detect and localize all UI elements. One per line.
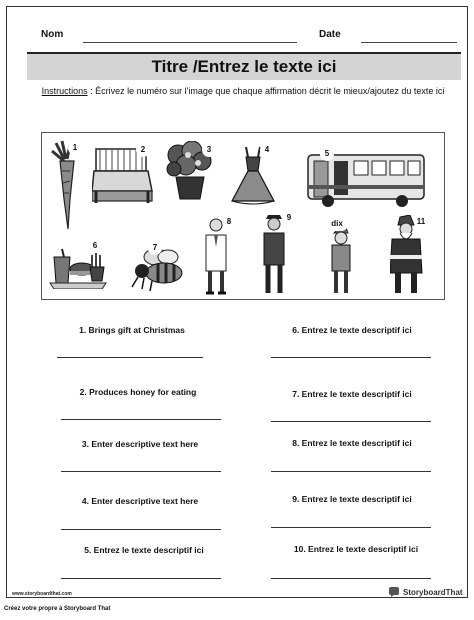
picture-number: 11: [414, 215, 428, 229]
instructions: [31, 86, 455, 97]
doctor-icon: [204, 217, 228, 297]
date-line[interactable]: [361, 42, 457, 43]
name-label: Nom: [41, 29, 64, 40]
statement-right: 9. Entrez le texte descriptif ici: [292, 494, 412, 504]
statement-left: 4. Enter descriptive text here: [81, 496, 199, 506]
picture-number: dix: [326, 217, 348, 231]
page-title: Titre /Entrez le texte ici: [151, 57, 337, 76]
picture-number: 3: [202, 143, 216, 157]
picture-box: [41, 132, 445, 300]
answer-line[interactable]: [271, 527, 431, 528]
credit-text[interactable]: Créez votre propre à Storyboard That: [4, 606, 111, 612]
picture-number: 5: [320, 147, 334, 161]
worksheet: [6, 6, 468, 598]
statement-left: 5. Entrez le texte descriptif ici: [84, 545, 204, 555]
statement-right: 6. Entrez le texte descriptif ici: [292, 325, 412, 335]
picture-number: 1: [68, 141, 82, 155]
answer-line[interactable]: [61, 419, 221, 420]
answer-line[interactable]: [271, 357, 431, 358]
answer-line[interactable]: [271, 421, 431, 422]
police-officer-icon: [262, 213, 286, 297]
picture-number: 8: [222, 215, 236, 229]
elf-icon: [330, 223, 352, 297]
title-band: [27, 52, 461, 80]
storyboard-logo-icon: [388, 586, 400, 598]
picture-number: 6: [88, 239, 102, 253]
fast-food-icon: [48, 247, 108, 289]
footer-url[interactable]: www.storyboardthat.com: [12, 591, 72, 597]
statement-right: 8. Entrez le texte descriptif ici: [292, 438, 412, 448]
statement-right: 7. Entrez le texte descriptif ici: [292, 389, 412, 399]
picture-number: 2: [136, 143, 150, 157]
brand-logo[interactable]: [388, 586, 463, 598]
picture-number: 7: [148, 241, 162, 255]
name-line[interactable]: [83, 42, 297, 43]
answer-line[interactable]: [61, 529, 221, 530]
answer-line[interactable]: [61, 471, 221, 472]
statement-left: 2. Produces honey for eating: [79, 387, 197, 397]
picture-number: 4: [260, 143, 274, 157]
answer-line[interactable]: [271, 471, 431, 472]
statement-left: 1. Brings gift at Christmas: [79, 325, 185, 335]
answer-line[interactable]: [57, 357, 203, 358]
statement-left: 3. Enter descriptive text here: [81, 439, 199, 449]
instructions-label: Instructions: [41, 86, 88, 96]
picture-number: 9: [282, 211, 296, 225]
answer-line[interactable]: [271, 578, 431, 579]
date-label: Date: [319, 29, 341, 40]
brand-name: StoryboardThat: [403, 587, 463, 597]
answer-line[interactable]: [61, 578, 221, 579]
statement-right: 10. Entrez le texte descriptif ici: [293, 544, 419, 554]
instructions-text: : Écrivez le numéro sur l'image que chaque affirmation décrit le mieux/ajoutez du texte ici: [87, 86, 445, 96]
